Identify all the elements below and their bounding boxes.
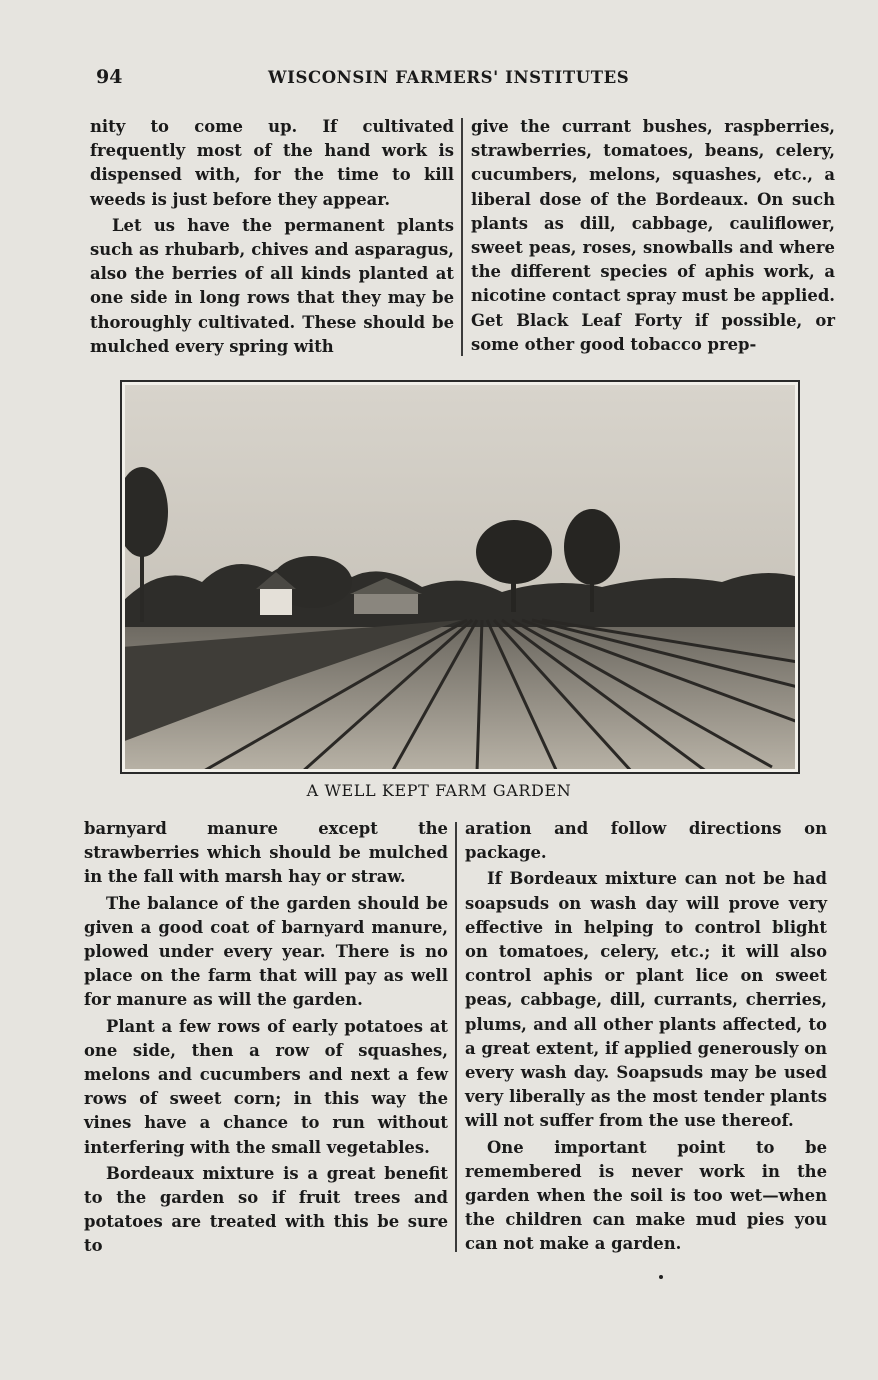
paragraph: Let us have the permanent plants such as rhubarb, chives and asparagus, also the berries of all kinds planted at one side in long rows that they may be thoroughly cultivated. These should be mulched every spring with bbox=[90, 215, 454, 356]
paragraph: nity to come up. If cultivated frequently most of the hand work is dispensed with, for the time to kill weeds is just before they appear. bbox=[90, 117, 454, 209]
paragraph: If Bordeaux mixture can not be had soapsuds on wash day will prove very effective in helping to control blight on tomatoes, celery, etc.; it will also control aphis or plant lice on sweet peas, cabbage, dill, currants, cherries, plums, and all other plants affected, to a great extent, if applied generously on every wash day. Soapsuds may be used very liberally as the most tender plants will not suffer from the use thereof. bbox=[465, 869, 827, 1131]
page-header bbox=[0, 66, 878, 96]
column-divider bbox=[461, 118, 463, 356]
running-head: WISCONSIN FARMERS' INSTITUTES bbox=[268, 68, 630, 87]
paragraph: aration and follow directions on package. bbox=[465, 819, 827, 863]
paragraph: The balance of the garden should be given a good coat of barnyard manure, plowed under every year. There is no place on the farm that will pay as well for manure as will the garden. bbox=[84, 893, 448, 1010]
bottom-right-column bbox=[465, 817, 827, 1257]
paragraph: One important point to be remembered is never work in the garden when the soil is too wet—when the children can make mud pies you can not make a garden. bbox=[465, 1137, 827, 1254]
paragraph: Bordeaux mixture is a great benefit to the garden so if fruit trees and potatoes are treated with this be sure to bbox=[84, 1163, 448, 1256]
bottom-left-column bbox=[84, 817, 448, 1259]
ink-speck bbox=[659, 1275, 663, 1279]
top-left-column bbox=[90, 115, 454, 359]
page-number: 94 bbox=[96, 66, 123, 88]
top-right-column bbox=[471, 115, 835, 357]
paragraph: give the currant bushes, raspberries, strawberries, tomatoes, beans, celery, cucumbers, melons, squashes, etc., a liberal dose of the Bordeaux. On such plants as dill, cabbage, cauliflower, sweet peas, roses, snowballs and where the different species of aphis work, a nicotine contact spray must be applied. Get Black Leaf Forty if possible, or some other good tobacco prep- bbox=[471, 117, 835, 354]
farm-garden-photo bbox=[120, 380, 800, 774]
photo-caption: A WELL KEPT FARM GARDEN bbox=[306, 781, 572, 800]
column-divider bbox=[455, 822, 457, 1252]
paragraph: Plant a few rows of early potatoes at one side, then a row of squashes, melons and cucumbers and next a few rows of sweet corn; in this way the vines have a chance to run without interfering with the small vegetables. bbox=[84, 1016, 448, 1157]
paragraph: barnyard manure except the strawberries which should be mulched in the fall with marsh hay or straw. bbox=[84, 819, 448, 887]
